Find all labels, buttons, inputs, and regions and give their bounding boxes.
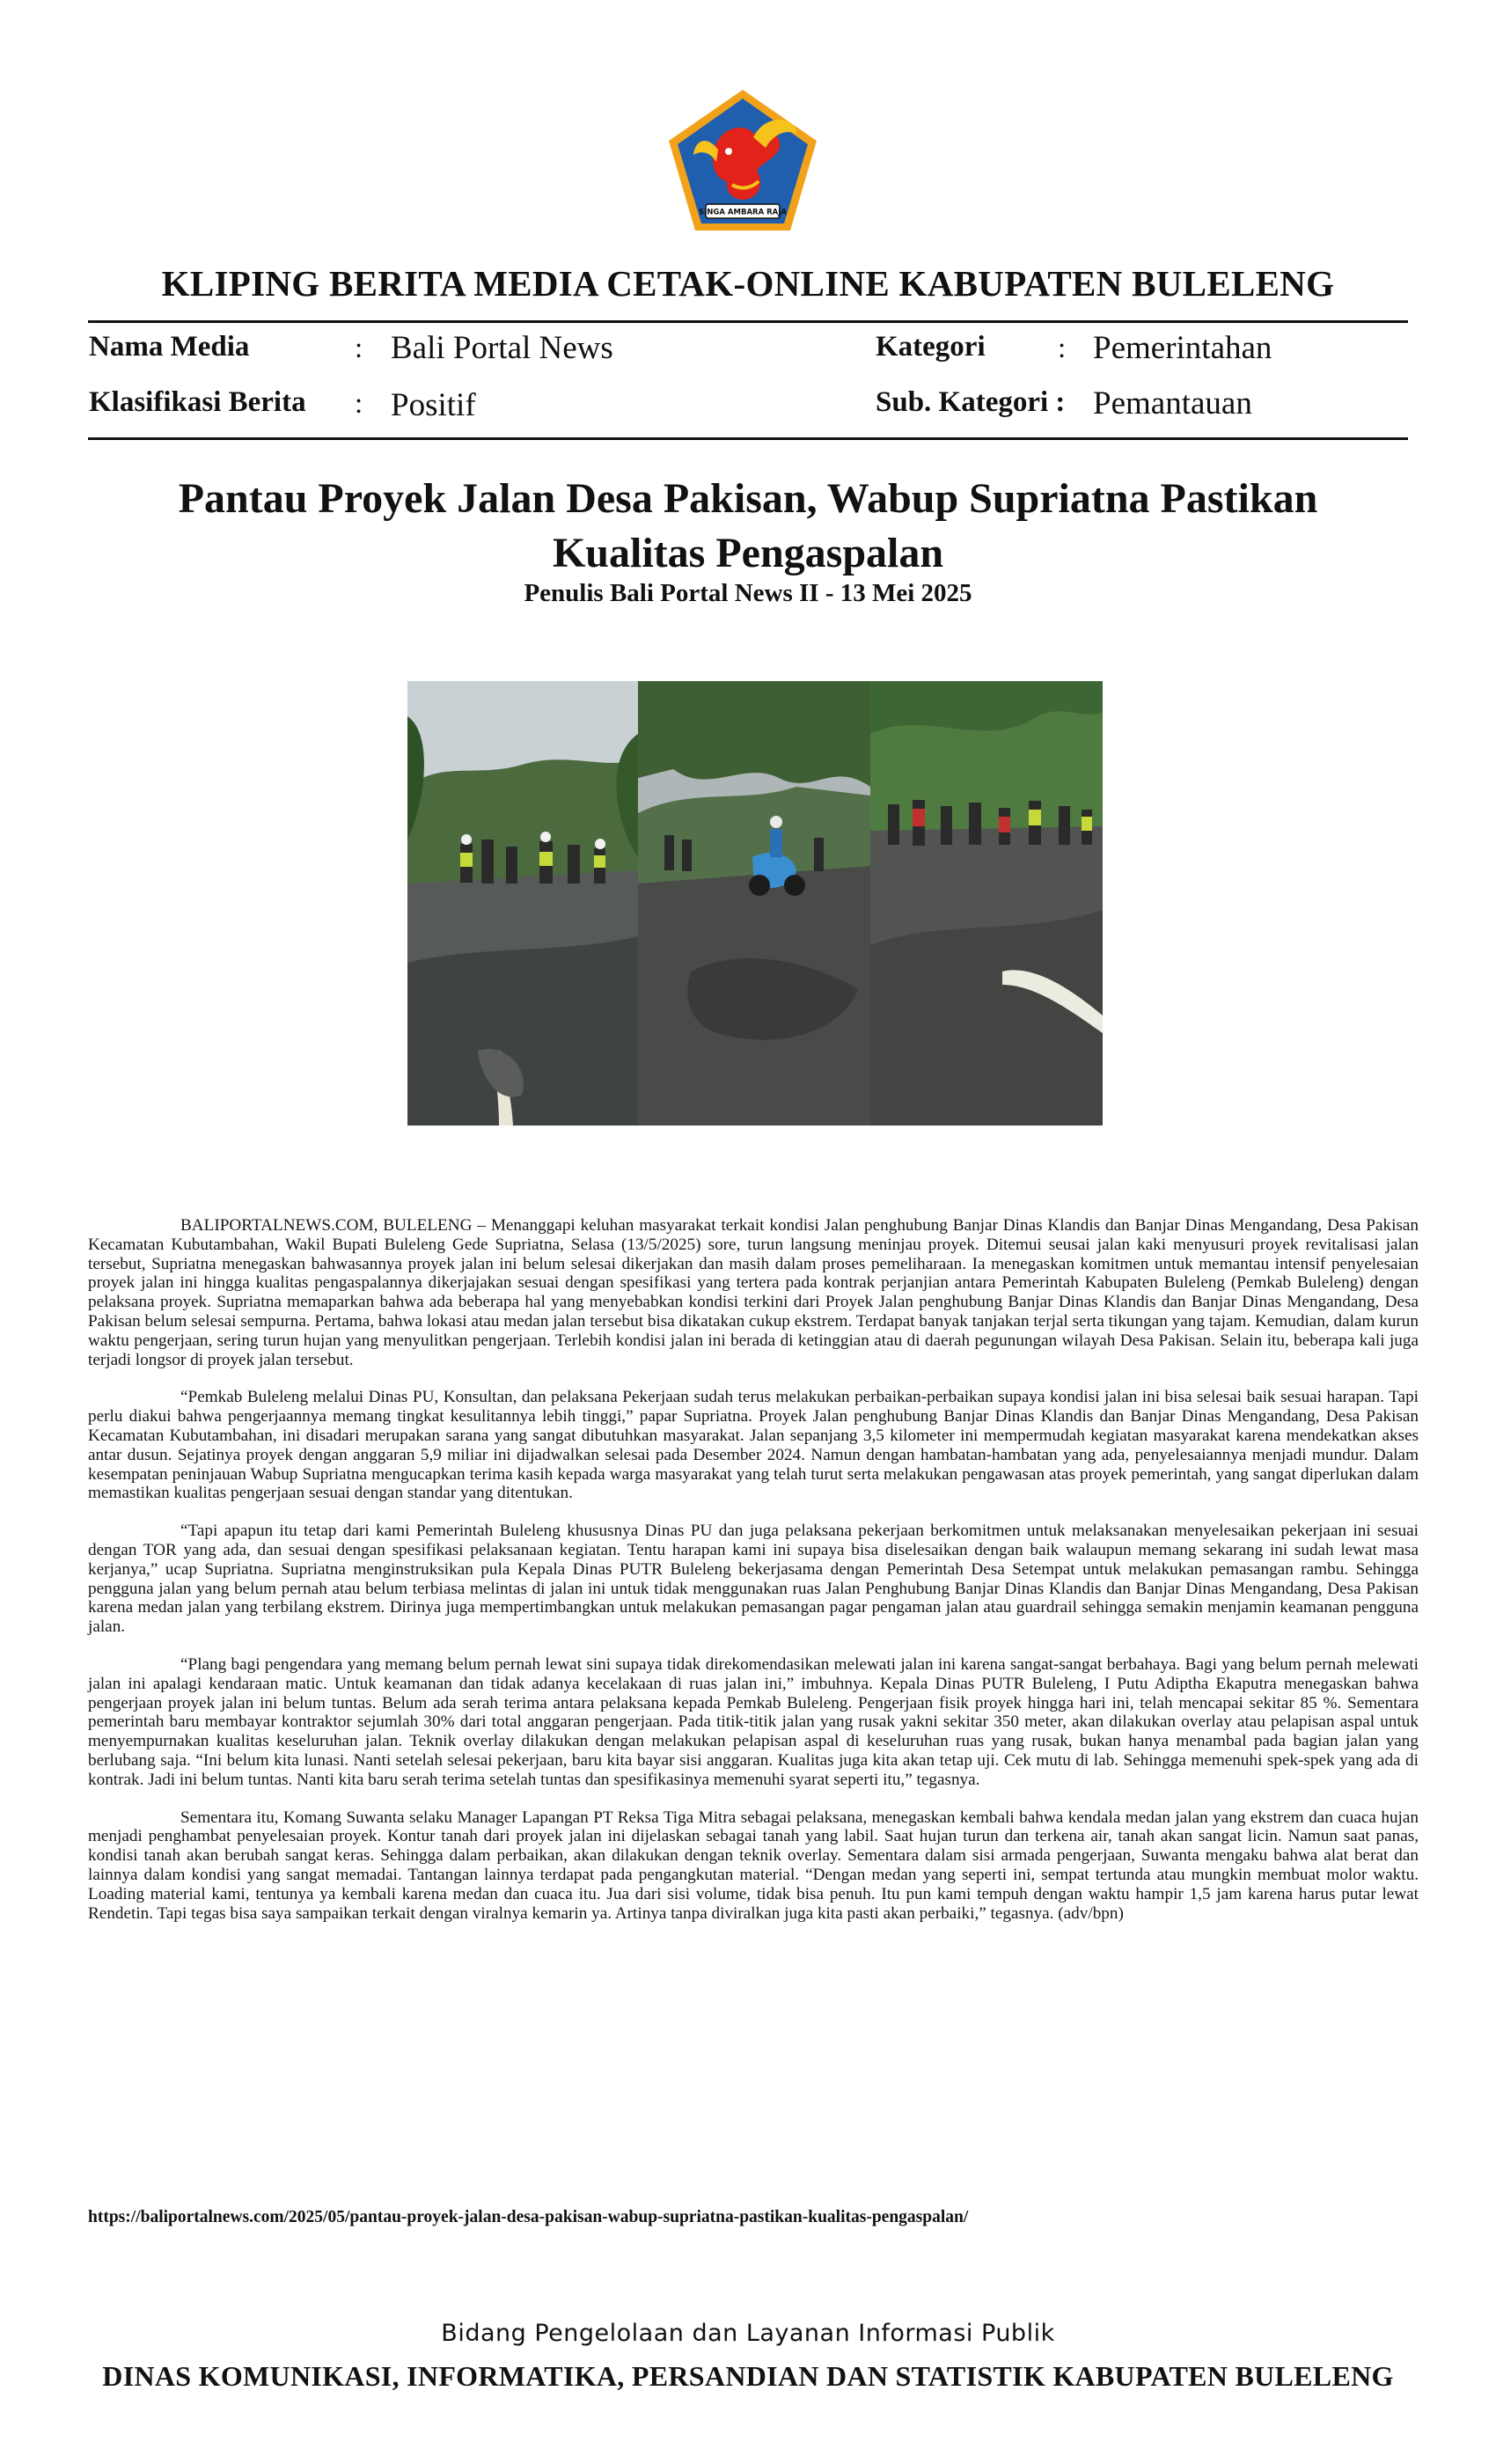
article-title-line-1: Pantau Proyek Jalan Desa Pakisan, Wabup Supriatna Pastikan [178, 475, 1318, 522]
article-photo-collage [407, 681, 1103, 1126]
kategori-label: Kategori [876, 331, 986, 363]
footer-dinas-line: DINAS KOMUNIKASI, INFORMATIKA, PERSANDIAN DAN STATISTIK KABUPATEN BULELENG [102, 2360, 1394, 2392]
article-title [132, 472, 1364, 581]
klasifikasi-berita-label: Klasifikasi Berita [89, 386, 306, 418]
article-byline: Penulis Bali Portal News II - 13 Mei 2025 [524, 579, 972, 607]
article-paragraph: BALIPORTALNEWS.COM, BULELENG – Menanggapi keluhan masyarakat terkait kondisi Jalan penghubung Banjar Dinas Klandis dan Banjar Dinas Mengandang, Desa Pakisan Kecamatan Kubutambahan, Wakil Bupati Buleleng Gede Supriatna, Selasa (13/5/2025) sore, turun langsung meninjau proyek. Ditemui seusai jalan kaki menyusuri proyek revitalisasi jalan tersebut, Supriatna menegaskan bahwasannya proyek jalan ini belum selesai dikerjakan dan masih dalam proses pemeliharaan. Ia menegaskan komitmen untuk memantau intensif penyelesaian proyek jalan ini hingga kualitas pengaspalannya dikerjajakan sesuai dengan spesifikasi yang tertera pada kontrak perjanjian antara Pemerintah Kabupaten Buleleng (Pemkab Buleleng) dengan pelaksana proyek. Supriatna memaparkan bahwa ada beberapa hal yang menyebabkan kondisi terkini dari Proyek Jalan penghubung Banjar Dinas Klandis dan Banjar Dinas Mengandang, Desa Pakisan belum selesai sempurna. Pertama, bahwa lokasi atau medan jalan tersebut bisa dikatakan cukup ekstrem. Terdapat banyak tanjakan terjal serta tikungan yang tajam. Kemudian, dalam kurun waktu pengerjaan, sering turun hujan yang menyulitkan pengerjaan. Terlebih kondisi jalan ini berada di ketinggian atau di daerah pegunungan wilayah Desa Pakisan. Selain itu, beberapa kali juga terjadi longsor di proyek jalan tersebut. [88, 1216, 1419, 1369]
source-url-link[interactable]: https://baliportalnews.com/2025/05/pantau-proyek-jalan-desa-pakisan-wabup-supriatna-pastikan-kualitas-pengaspalan/ [88, 2208, 969, 2226]
sub-kategori-value: Pemantauan [1093, 385, 1252, 422]
kategori-value: Pemerintahan [1093, 330, 1272, 366]
photo-panel-right [870, 681, 1103, 1126]
article-paragraph: “Pemkab Buleleng melalui Dinas PU, Konsultan, dan pelaksana Pekerjaan sudah terus melakukan perbaikan-perbaikan supaya kondisi jalan ini bisa selesai baik sesuai harapan. Tapi perlu diakui bahwa pengerjaannya memang tingkat kesulitannya lebih tinggi,” papar Supriatna. Proyek Jalan penghubung Banjar Dinas Klandis dan Banjar Dinas Mengandang, Desa Pakisan Kecamatan Kubutambahan, ini disadari merupakan sarana yang sangat dibutuhkan masyarakat. Jalan sepanjang 3,5 kilometer ini mempermudah kegiatan masyarakat karena mendekatkan akses antar dusun. Sejatinya proyek dengan anggaran 5,9 miliar ini dijadwalkan selesai pada Desember 2024. Namun dengan hambatan-hambatan yang ada, penyelesaiannya menjadi mundur. Dalam kesempatan peninjauan Wabup Supriatna mengucapkan terima kasih kepada warga masyarakat yang telah turut serta melakukan pengawasan atas proyek pemerintah, yang sangat diperlukan dalam memastikan kualitas pengerjaan sesuai dengan standar yang ditentukan. [88, 1388, 1419, 1503]
photo-panel-left [407, 681, 638, 1126]
article-paragraph: “Plang bagi pengendara yang memang belum pernah lewat sini supaya tidak direkomendasikan melewati jalan ini karena sangat-sangat berbahaya. Bagi yang belum pernah melewati jalan ini apalagi kendaraan matic. Untuk keamanan dan tidak adanya kecelakaan di ruas jalan ini,” imbuhnya. Kepala Dinas PUTR Buleleng, I Putu Adiptha Ekaputra menegaskan bahwa pengerjaan proyek jalan ini belum tuntas. Belum ada serah terima antara pelaksana kepada Pemkab Buleleng. Pengerjaan fisik proyek hingga hari ini, telah mencapai sekitar 85 %. Sementara pemerintah baru membayar kontraktor sejumlah 30% dari total anggaran pengerjaan. Pada titik-titik jalan yang rusak yakni sekitar 350 meter, akan dilakukan overlay atau pelapisan aspal untuk menyempurnakan kualitas keseluruhan jalan. Teknik overlay dilakukan dengan melakukan pelapisan aspal di keseluruhan ruas yang rusak, bukan hanya menambal pada bagian jalan yang berlubang saja. “Ini belum kita lunasi. Nanti setelah selesai pekerjaan, baru kita bayar sisi anggaran. Kualitas juga kita akan tetap uji. Cek mutu di lab. Sehingga memenuhi spek-spek yang ada di kontrak. Jadi ini belum tuntas. Nanti kita baru serah terima setelah tuntas dan spesifikasinya memenuhi syarat seperti itu,” tegasnya. [88, 1654, 1419, 1789]
article-body [88, 1216, 1419, 1941]
article-paragraph: “Tapi apapun itu tetap dari kami Pemerintah Buleleng khususnya Dinas PU dan juga pelaksana pekerjaan berkomitmen untuk melaksanakan menyelesaikan pekerjaan ini sesuai dengan TOR yang ada, dan sesuai dengan spesifikasi pelaksanaan kegiatan. Tentu harapan kami ini supaya bisa diselesaikan dengan baik walaupun memang sekarang ini sudah lewat masa kerjanya,” ucap Supriatna. Supriatna menginstruksikan pula Kepala Dinas PUTR Buleleng bekerjasama dengan Pemerintah Desa Setempat untuk melakukan pemasangan rambu. Sehingga pengguna jalan yang belum pernah atau belum terbiasa melintas di jalan ini untuk tidak menggunakan ruas Jalan Penghubung Banjar Dinas Klandis dan Banjar Dinas Mengandang, Desa Pakisan karena medan jalan yang terbilang ekstrem. Dirinya juga mempertimbangkan untuk melakukan pemasangan pagar pengaman jalan atau guardrail sehingga semakin menjamin keamanan pengguna jalan. [88, 1522, 1419, 1637]
klasifikasi-berita-colon: : [355, 388, 363, 420]
photo-panel-middle [638, 681, 870, 1126]
sub-kategori-label: Sub. Kategori : [876, 386, 1066, 418]
nama-media-value: Bali Portal News [391, 330, 613, 366]
klasifikasi-berita-value: Positif [391, 387, 476, 423]
kliping-header-title: KLIPING BERITA MEDIA CETAK-ONLINE KABUPATEN BULELENG [161, 263, 1335, 304]
kategori-colon: : [1058, 333, 1067, 364]
header-top-rule [88, 320, 1408, 323]
header-bottom-rule [88, 437, 1408, 440]
nama-media-label: Nama Media [89, 331, 250, 363]
logo-caption: SINGA AMBARA RAJA [699, 208, 787, 217]
article-paragraph: Sementara itu, Komang Suwanta selaku Manager Lapangan PT Reksa Tiga Mitra sebagai pelaksana, menegaskan kembali bahwa kendala medan jalan yang ekstrem dan cuaca hujan menjadi penghambat penyelesaian proyek. Kontur tanah dari proyek jalan ini dijelaskan sebagai tanah yang labil. Saat hujan turun dan terkena air, tanah akan sangat licin. Namun saat panas, kondisi tanah akan berubah sangat keras. Sehingga dalam perbaikan, akan dilakukan dengan teknik overlay. Sementara dalam sisi armada pengerjaan, Suwanta mengaku bahwa alat berat dan lainnya dalam kondisi yang sangat memadai. Tantangan lainnya terdapat pada pengangkutan material. “Dengan medan yang seperti ini, sempat tertunda atau mungkin membuat molor waktu. Loading material kami, tentunya ya kembali karena medan dan cuaca itu. Jua dari sisi volume, tidak bisa penuh. Itu pun kami tempuh dengan waktu hampir 1,5 jam karena harus putar lewat Rendetin. Tapi tegas bisa saya sampaikan terkait dengan viralnya kemarin ya. Artinya tanpa diviralkan juga kita pasti akan perbaiki,” tegasnya. (adv/bpn) [88, 1808, 1419, 1923]
article-title-line-2: Kualitas Pengaspalan [552, 530, 944, 576]
nama-media-colon: : [355, 333, 363, 364]
buleleng-emblem-logo [664, 86, 822, 236]
footer-bidang-line: Bidang Pengelolaan dan Layanan Informasi Publik [441, 2320, 1055, 2347]
